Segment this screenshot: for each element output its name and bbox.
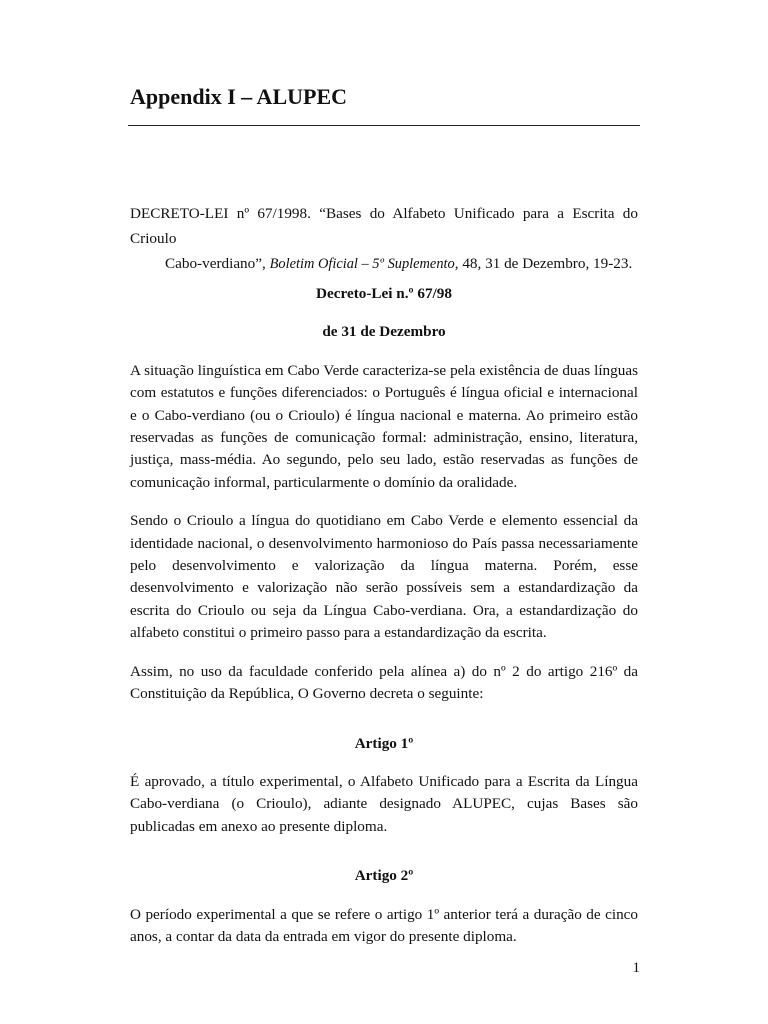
decree-date: de 31 de Dezembro [322, 323, 446, 341]
page-number: 1 [632, 960, 640, 976]
article-1-title: Artigo 1º [354, 734, 414, 752]
article-1-text: É aprovado, a título experimental, o Alfabeto Unificado para a Escrita da Língua Cabo-verdiana (o Crioulo), adiante designado ALUPEC, cujas Bases são publicadas em anexo ao presente diploma. [130, 772, 638, 835]
paragraph: Assim, no uso da faculdade conferido pela alínea a) do nº 2 do artigo 216º da Constituição da República, O Governo decreta o seguinte: [130, 662, 638, 703]
citation-line-1: DECRETO-LEI nº 67/1998. “Bases do Alfabeto Unificado para a Escrita do Crioulo [130, 205, 638, 247]
citation-line-2 [130, 251, 638, 277]
appendix-heading: Appendix I – ALUPEC [130, 84, 348, 109]
bibliographic-citation [130, 201, 638, 277]
decree-body [130, 283, 638, 948]
citation-source-italic: Boletim Oficial – 5º Suplemento [269, 256, 455, 272]
paragraph: A situação linguística em Cabo Verde caracteriza-se pela existência de duas línguas com estatutos e funções diferenciados: o Português é língua oficial e internacional e o Cabo-verdiano (ou o Crioulo) é língua nacional e materna. Ao primeiro estão reservadas as funções de comunicação formal: administração, ensino, literatura, justiça, mass-média. Ao segundo, pelo seu lado, estão reservadas as funções de comunicação informal, particularmente o domínio da oralidade. [130, 361, 638, 491]
decree-title: Decreto-Lei n.º 67/98 [316, 285, 452, 302]
article-2-title: Artigo 2º [354, 867, 414, 885]
citation-line-2-end: , 48, 31 de Dezembro, 19-23. [454, 255, 633, 272]
paragraph: Sendo o Crioulo a língua do quotidiano em Cabo Verde e elemento essencial da identidade nacional, o desenvolvimento harmonioso do País passa necessariamente pelo desenvolvimento e valorização da língua materna. Porém, esse desenvolvimento e valorização não serão possíveis sem a estandardização da escrita do Crioulo ou seja da Língua Cabo-verdiana. Ora, a estandardização do alfabeto constitui o primeiro passo para a estandardização da escrita. [130, 512, 638, 642]
heading-divider [128, 125, 640, 126]
article-2-text: O período experimental a que se refere o artigo 1º anterior terá a duração de cinco anos, a contar da data da entrada em vigor do presente diploma. [130, 905, 638, 945]
citation-line-2-start: Cabo-verdiano”, [165, 255, 270, 272]
